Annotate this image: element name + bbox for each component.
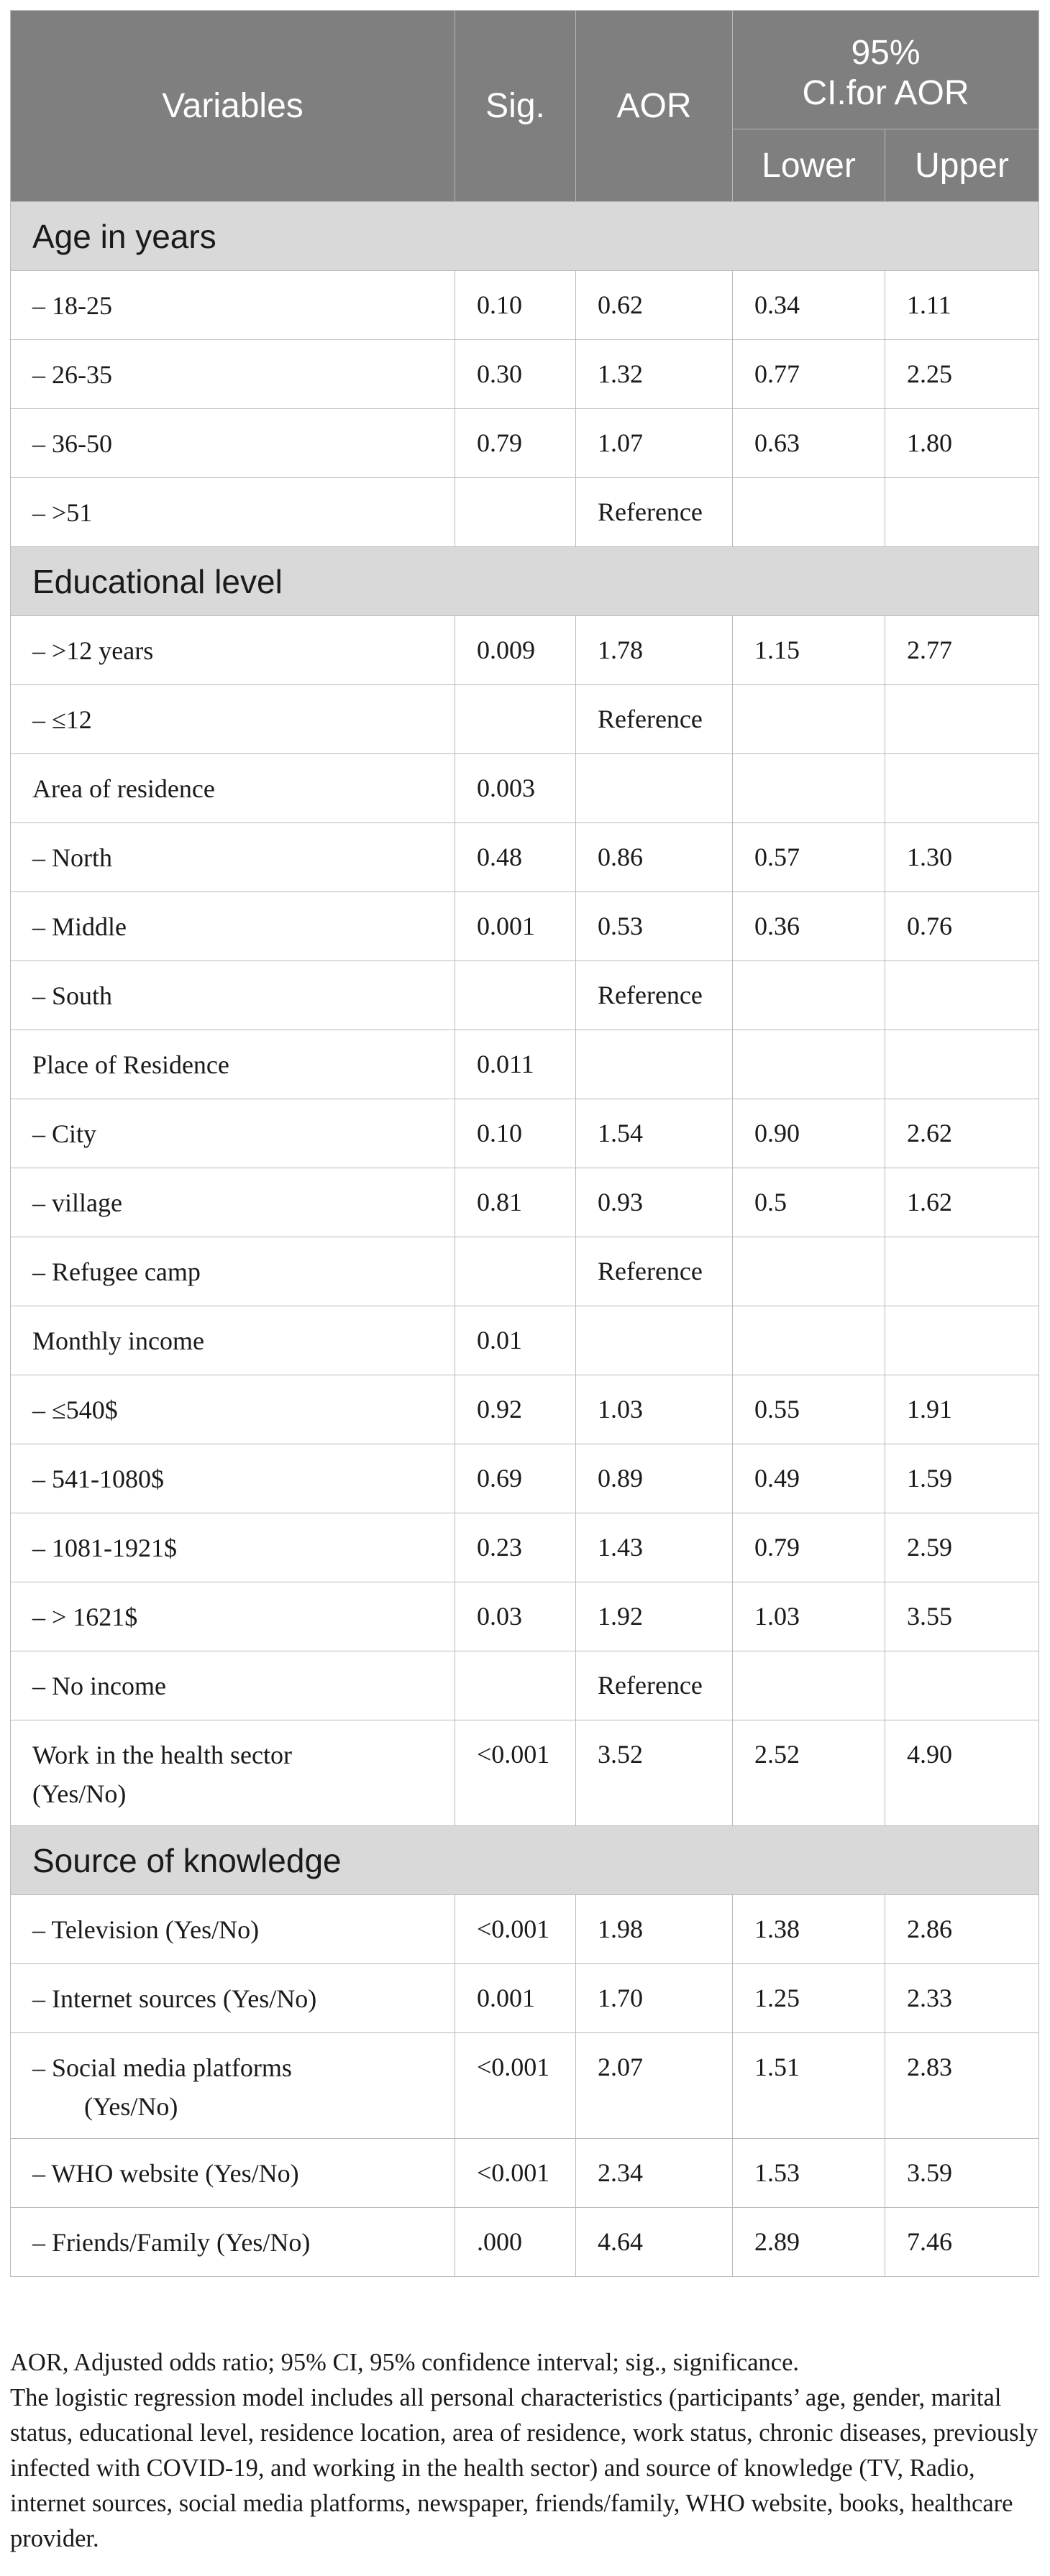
cell-sig: 0.001 (455, 892, 576, 961)
table-row (11, 478, 1039, 547)
cell-lower: 1.15 (733, 616, 885, 685)
cell-upper: 0.76 (885, 892, 1039, 961)
cell-lower: 1.53 (733, 2139, 885, 2208)
table-row (11, 1651, 1039, 1720)
cell-aor: 0.62 (576, 271, 733, 340)
cell-sig (455, 961, 576, 1030)
table-row (11, 1375, 1039, 1444)
table-row (11, 1582, 1039, 1651)
cell-lower: 0.90 (733, 1099, 885, 1168)
header-sig: Sig. (455, 11, 576, 202)
table-row (11, 1099, 1039, 1168)
cell-upper (885, 1030, 1039, 1099)
cell-lower: 0.49 (733, 1444, 885, 1513)
row-label: – 36-50 (11, 409, 455, 478)
regression-table (10, 10, 1039, 2277)
cell-aor: 3.52 (576, 1720, 733, 1826)
table-row (11, 1444, 1039, 1513)
cell-lower: 0.79 (733, 1513, 885, 1582)
cell-aor: 1.32 (576, 340, 733, 409)
cell-lower (733, 1651, 885, 1720)
row-label: – Friends/Family (Yes/No) (11, 2208, 455, 2277)
header-ci (733, 11, 1039, 129)
header-upper: Upper (885, 129, 1039, 202)
cell-aor: 2.07 (576, 2033, 733, 2139)
table-row (11, 961, 1039, 1030)
header-ci-line1: 95% (851, 34, 921, 72)
cell-lower: 0.63 (733, 409, 885, 478)
cell-sig: 0.92 (455, 1375, 576, 1444)
row-label: – Middle (11, 892, 455, 961)
cell-aor: 1.98 (576, 1895, 733, 1964)
cell-lower: 0.55 (733, 1375, 885, 1444)
cell-upper: 1.30 (885, 823, 1039, 892)
section-age (11, 202, 1039, 271)
cell-sig (455, 685, 576, 754)
cell-upper: 1.80 (885, 409, 1039, 478)
cell-lower (733, 754, 885, 823)
table-row (11, 823, 1039, 892)
table-footnote (10, 2345, 1040, 2557)
row-label: – Internet sources (Yes/No) (11, 1964, 455, 2033)
row-label: – North (11, 823, 455, 892)
cell-lower: 1.03 (733, 1582, 885, 1651)
table-row (11, 340, 1039, 409)
footnote-model-description: The logistic regression model includes all personal characteristics (participants’ age, gender, marital status, educational level, residence location, area of residence, work status, chronic diseases, previously infected with COVID-19, and working in the health sector) and source of knowledge (TV, Radio, internet sources, social media platforms, newspaper, friends/family, WHO website, books, healthcare provider. (10, 2384, 1038, 2552)
cell-lower: 2.89 (733, 2208, 885, 2277)
cell-sig: 0.10 (455, 1099, 576, 1168)
row-label: – ≤540$ (11, 1375, 455, 1444)
section-title: Educational level (11, 547, 1039, 616)
table-row (11, 616, 1039, 685)
table-row (11, 2208, 1039, 2277)
cell-upper: 7.46 (885, 2208, 1039, 2277)
row-label: – Television (Yes/No) (11, 1895, 455, 1964)
cell-sig: 0.01 (455, 1306, 576, 1375)
cell-aor: Reference (576, 478, 733, 547)
cell-lower: 0.36 (733, 892, 885, 961)
row-label: – > 1621$ (11, 1582, 455, 1651)
cell-sig: <0.001 (455, 1895, 576, 1964)
table-row (11, 892, 1039, 961)
cell-upper: 2.86 (885, 1895, 1039, 1964)
cell-aor: 1.92 (576, 1582, 733, 1651)
header-ci-line2: CI.for AOR (802, 74, 969, 112)
cell-aor: 2.34 (576, 2139, 733, 2208)
row-label: – ≤12 (11, 685, 455, 754)
table-row (11, 685, 1039, 754)
cell-aor: 1.78 (576, 616, 733, 685)
row-label: – village (11, 1168, 455, 1237)
row-label: Area of residence (11, 754, 455, 823)
cell-aor: 1.43 (576, 1513, 733, 1582)
cell-sig: 0.001 (455, 1964, 576, 2033)
row-label-line1: – Social media platforms (32, 2053, 292, 2082)
cell-upper: 2.77 (885, 616, 1039, 685)
cell-lower: 0.34 (733, 271, 885, 340)
cell-aor: 0.93 (576, 1168, 733, 1237)
cell-aor: 1.70 (576, 1964, 733, 2033)
cell-sig: 0.009 (455, 616, 576, 685)
row-label-line1: Work in the health sector (32, 1741, 292, 1769)
section-education (11, 547, 1039, 616)
table-row (11, 1168, 1039, 1237)
cell-upper: 2.83 (885, 2033, 1039, 2139)
cell-aor: Reference (576, 961, 733, 1030)
table-row (11, 754, 1039, 823)
cell-upper (885, 685, 1039, 754)
row-label: – 26-35 (11, 340, 455, 409)
table-row (11, 409, 1039, 478)
cell-sig: 0.69 (455, 1444, 576, 1513)
cell-lower: 1.25 (733, 1964, 885, 2033)
cell-upper: 2.59 (885, 1513, 1039, 1582)
section-title: Source of knowledge (11, 1826, 1039, 1895)
cell-sig: 0.81 (455, 1168, 576, 1237)
cell-lower (733, 961, 885, 1030)
table-row (11, 2033, 1039, 2139)
cell-aor (576, 1030, 733, 1099)
table-row (11, 1306, 1039, 1375)
cell-sig: .000 (455, 2208, 576, 2277)
header-aor: AOR (576, 11, 733, 202)
row-label: Monthly income (11, 1306, 455, 1375)
table-row (11, 1513, 1039, 1582)
cell-sig: 0.79 (455, 409, 576, 478)
cell-upper: 3.55 (885, 1582, 1039, 1651)
cell-upper: 4.90 (885, 1720, 1039, 1826)
cell-aor: 0.86 (576, 823, 733, 892)
table-row (11, 2139, 1039, 2208)
cell-sig (455, 1651, 576, 1720)
row-label: – City (11, 1099, 455, 1168)
table-row (11, 1895, 1039, 1964)
cell-aor (576, 754, 733, 823)
cell-upper: 1.91 (885, 1375, 1039, 1444)
cell-upper (885, 1306, 1039, 1375)
cell-lower: 2.52 (733, 1720, 885, 1826)
cell-sig: <0.001 (455, 1720, 576, 1826)
row-label: – No income (11, 1651, 455, 1720)
cell-aor: 1.54 (576, 1099, 733, 1168)
cell-upper: 2.33 (885, 1964, 1039, 2033)
cell-lower (733, 685, 885, 754)
cell-lower: 0.57 (733, 823, 885, 892)
row-label-line2: (Yes/No) (84, 2092, 178, 2121)
header-lower: Lower (733, 129, 885, 202)
cell-aor: Reference (576, 1651, 733, 1720)
table-row (11, 1030, 1039, 1099)
cell-aor: Reference (576, 685, 733, 754)
row-label: – >12 years (11, 616, 455, 685)
cell-upper: 1.59 (885, 1444, 1039, 1513)
cell-sig: 0.23 (455, 1513, 576, 1582)
cell-aor (576, 1306, 733, 1375)
cell-sig: 0.003 (455, 754, 576, 823)
cell-lower: 0.77 (733, 340, 885, 409)
cell-sig (455, 1237, 576, 1306)
cell-aor: 0.89 (576, 1444, 733, 1513)
table-row (11, 1720, 1039, 1826)
cell-sig: 0.30 (455, 340, 576, 409)
cell-lower: 0.5 (733, 1168, 885, 1237)
cell-sig: 0.10 (455, 271, 576, 340)
cell-upper (885, 1651, 1039, 1720)
section-title: Age in years (11, 202, 1039, 271)
cell-sig: <0.001 (455, 2139, 576, 2208)
cell-upper: 1.62 (885, 1168, 1039, 1237)
row-label: – >51 (11, 478, 455, 547)
row-label: – 541-1080$ (11, 1444, 455, 1513)
table-row (11, 1237, 1039, 1306)
cell-sig: 0.03 (455, 1582, 576, 1651)
footnote-abbreviations: AOR, Adjusted odds ratio; 95% CI, 95% confidence interval; sig., significance. (10, 2349, 800, 2376)
table-header (11, 11, 1039, 202)
section-source (11, 1826, 1039, 1895)
cell-lower (733, 1306, 885, 1375)
cell-lower (733, 1237, 885, 1306)
cell-upper (885, 1237, 1039, 1306)
cell-lower (733, 1030, 885, 1099)
cell-upper (885, 478, 1039, 547)
cell-sig (455, 478, 576, 547)
cell-aor: 1.07 (576, 409, 733, 478)
cell-sig: 0.011 (455, 1030, 576, 1099)
row-label-line2: (Yes/No) (32, 1779, 127, 1808)
row-label (11, 1720, 455, 1826)
cell-aor: Reference (576, 1237, 733, 1306)
table-row (11, 271, 1039, 340)
row-label: – 18-25 (11, 271, 455, 340)
cell-aor: 0.53 (576, 892, 733, 961)
row-label: – South (11, 961, 455, 1030)
cell-upper: 2.25 (885, 340, 1039, 409)
cell-upper: 3.59 (885, 2139, 1039, 2208)
cell-aor: 4.64 (576, 2208, 733, 2277)
header-variables: Variables (11, 11, 455, 202)
row-label: – Refugee camp (11, 1237, 455, 1306)
row-label: – 1081-1921$ (11, 1513, 455, 1582)
row-label (11, 2033, 455, 2139)
cell-sig: 0.48 (455, 823, 576, 892)
row-label: Place of Residence (11, 1030, 455, 1099)
cell-upper (885, 754, 1039, 823)
row-label: – WHO website (Yes/No) (11, 2139, 455, 2208)
cell-lower (733, 478, 885, 547)
cell-aor: 1.03 (576, 1375, 733, 1444)
cell-upper: 2.62 (885, 1099, 1039, 1168)
cell-lower: 1.51 (733, 2033, 885, 2139)
table-row (11, 1964, 1039, 2033)
cell-upper: 1.11 (885, 271, 1039, 340)
cell-sig: <0.001 (455, 2033, 576, 2139)
cell-lower: 1.38 (733, 1895, 885, 1964)
cell-upper (885, 961, 1039, 1030)
